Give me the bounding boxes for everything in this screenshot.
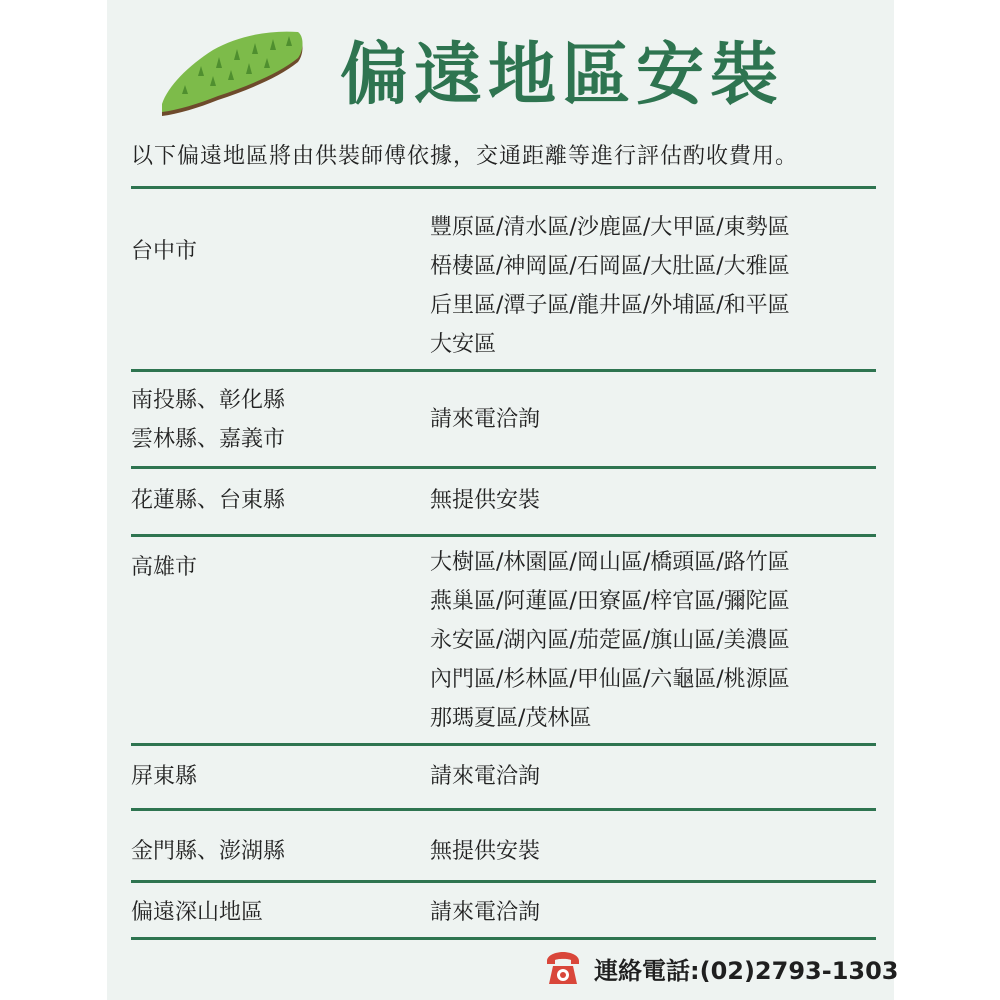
region-label: 高雄市 [131,555,198,580]
install-status: 請來電洽詢 [430,764,541,789]
contact-phone: 連絡電話:(02)2793-1303 [594,956,899,985]
telephone-icon [544,949,582,987]
install-status: 請來電洽詢 [430,900,541,925]
region-label: 屏東縣 [131,764,198,789]
region-label: 台中市 [131,239,198,264]
contact-line [544,946,899,990]
divider [131,186,876,189]
install-status: 無提供安裝 [430,839,541,864]
taiwan-island-icon [158,30,306,122]
divider [131,369,876,372]
page-subtitle: 以下偏遠地區將由供裝師傅依據，交通距離等進行評估酌收費用。 [131,144,799,169]
install-status: 請來電洽詢 [430,407,541,432]
install-status: 無提供安裝 [430,488,541,513]
divider [131,937,876,940]
region-label: 南投縣、彰化縣 雲林縣、嘉義市 [131,388,286,452]
divider [131,466,876,469]
district-list: 豐原區/清水區/沙鹿區/大甲區/東勢區 梧棲區/神岡區/石岡區/大肚區/大雅區 后里區/潭子區/龍井區/外埔區/和平區 大安區 [430,215,790,357]
divider [131,743,876,746]
divider [131,880,876,883]
region-label: 花蓮縣、台東縣 [131,488,286,513]
region-label: 金門縣、澎湖縣 [131,839,286,864]
divider [131,808,876,811]
page-title: 偏遠地區安裝 [340,36,785,115]
district-list: 大樹區/林園區/岡山區/橋頭區/路竹區 燕巢區/阿蓮區/田寮區/梓官區/彌陀區 永安區/湖內區/茄萣區/旗山區/美濃區 內門區/杉林區/甲仙區/六龜區/桃源區 那瑪夏區/茂林區 [430,550,790,731]
divider [131,534,876,537]
region-label: 偏遠深山地區 [131,900,264,925]
